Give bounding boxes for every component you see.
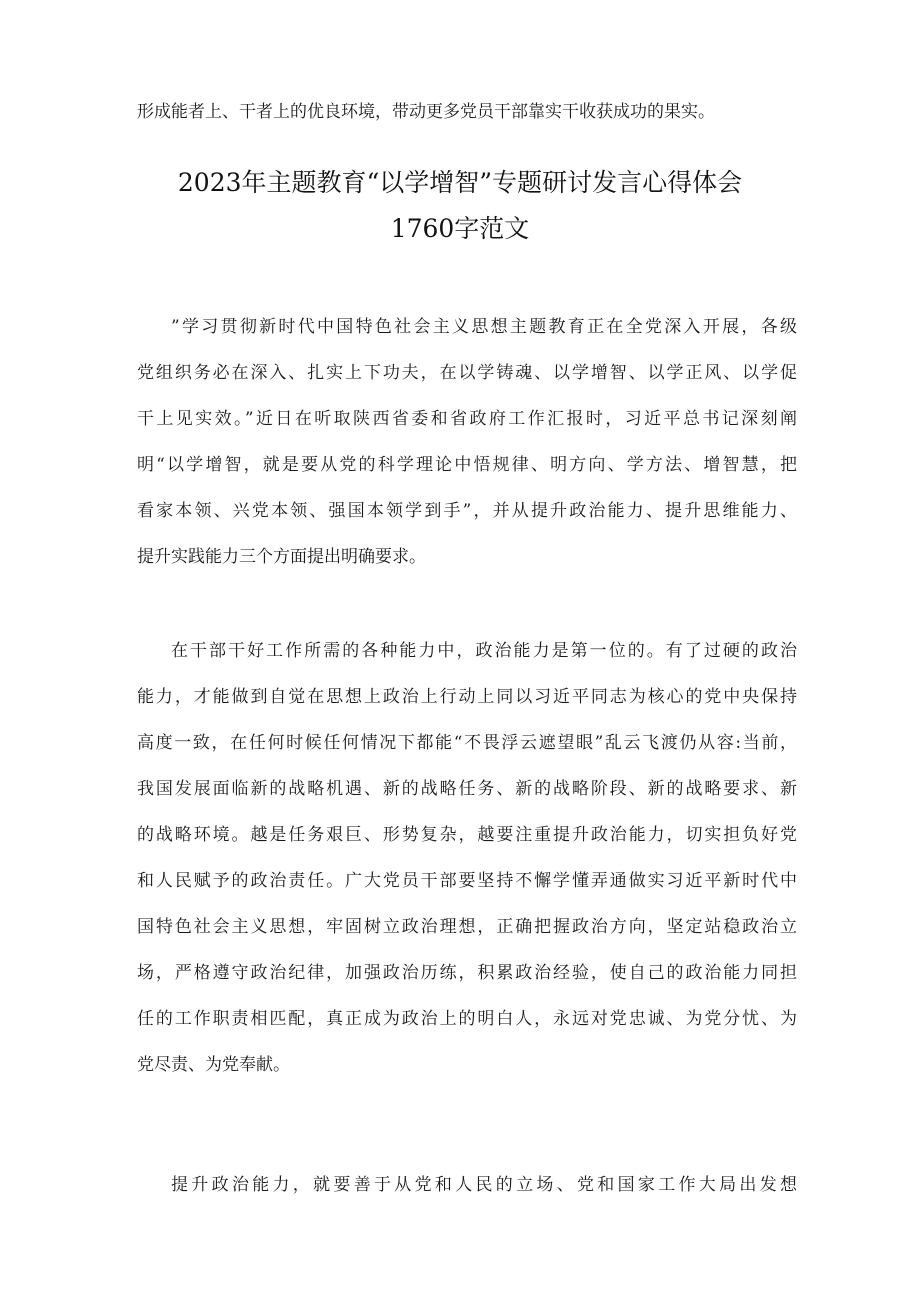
paragraph-line: 我国发展面临新的战略机遇、新的战略任务、新的战略阶段、新的战略要求、新 xyxy=(137,779,797,799)
paragraph-line: 提升政治能力，就要善于从党和人民的立场、党和国家工作大局出发想 xyxy=(171,1175,797,1195)
paragraph-line: ”学习贯彻新时代中国特色社会主义思想主题教育正在全党深入开展，各级 xyxy=(171,317,797,337)
paragraph-line: 明“以学增智，就是要从党的科学理论中悟规律、明方向、学方法、增智慧，把 xyxy=(137,455,797,475)
lead-line: 形成能者上、干者上的优良环境，带动更多党员干部靠实干收获成功的果实。 xyxy=(137,102,715,122)
paragraph-line: 任的工作职责相匹配，真正成为政治上的明白人，永远对党忠诚、为党分忧、为 xyxy=(137,1009,797,1029)
paragraph-line: 看家本领、兴党本领、强国本领学到手”，并从提升政治能力、提升思维能力、 xyxy=(137,501,797,521)
paragraph-line: 提升实践能力三个方面提出明确要求。 xyxy=(137,547,426,567)
paragraph-line: 和人民赋予的政治责任。广大党员干部要坚持不懈学懂弄通做实习近平新时代中 xyxy=(137,871,797,891)
paragraph-line: 的战略环境。越是任务艰巨、形势复杂，越要注重提升政治能力，切实担负好党 xyxy=(137,825,797,845)
paragraph-line: 党组织务必在深入、扎实上下功夫，在以学铸魂、以学增智、以学正风、以学促 xyxy=(137,363,797,383)
paragraph-line: 在干部干好工作所需的各种能力中，政治能力是第一位的。有了过硬的政治 xyxy=(171,641,797,661)
title-line-1: 2023年主题教育“以学增智”专题研讨发言心得体会 xyxy=(177,168,743,197)
paragraph-line: 国特色社会主义思想，牢固树立政治理想，正确把握政治方向，坚定站稳政治立 xyxy=(137,917,797,937)
paragraph-line: 能力，才能做到自觉在思想上政治上行动上同以习近平同志为核心的党中央保持 xyxy=(137,687,797,707)
paragraph-line: 高度一致，在任何时候任何情况下都能“不畏浮云遮望眼”乱云飞渡仍从容:当前， xyxy=(137,733,797,753)
paragraph-line: 场，严格遵守政治纪律，加强政治历练，积累政治经验，使自己的政治能力同担 xyxy=(137,963,797,983)
title-line-2: 1760字范文 xyxy=(390,214,530,243)
paragraph-line: 党尽责、为党奉献。 xyxy=(137,1055,290,1075)
paragraph-line: 干上见实效。”近日在听取陕西省委和省政府工作汇报时，习近平总书记深刻阐 xyxy=(137,409,797,429)
